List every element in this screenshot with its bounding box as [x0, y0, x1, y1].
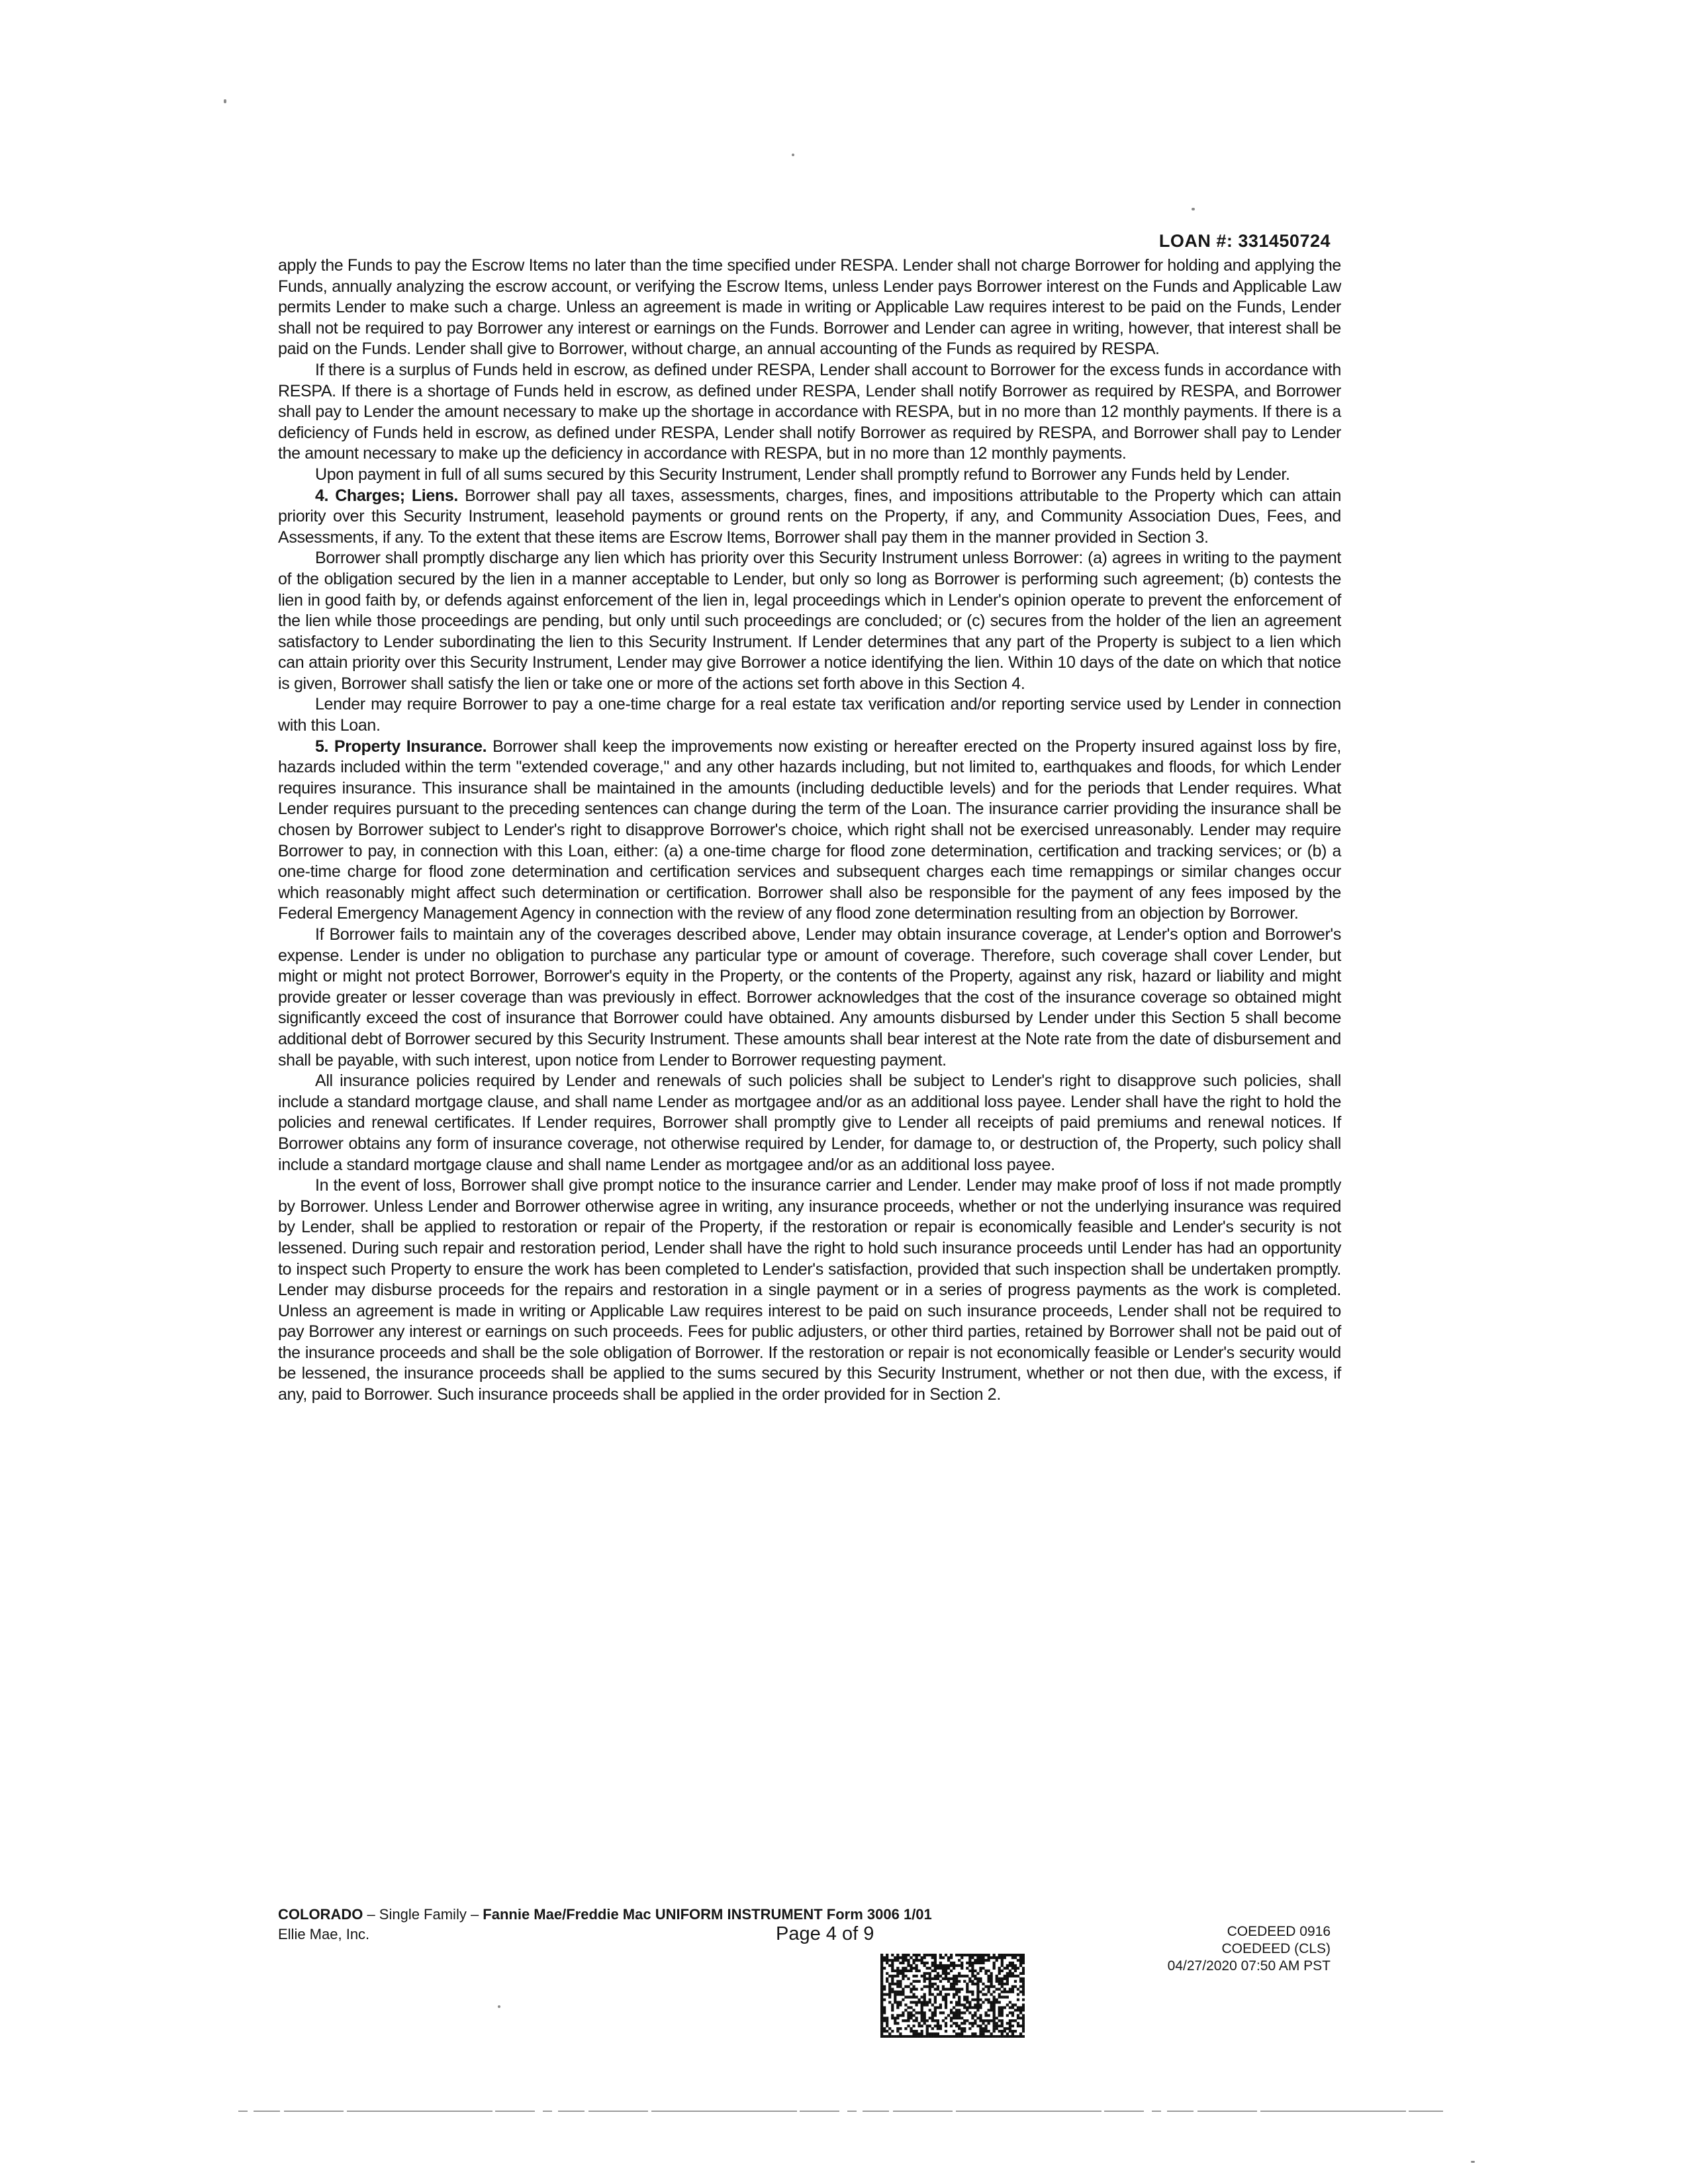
- paragraph-lien-discharge: Borrower shall promptly discharge any lien which has priority over this Security Instrument unless Borrower: (a) agrees in writing to the payment of the obligation secured by the lien in a manner acceptable to Lender, but only so long as Borrower is performing such agreement; (b) contests the lien in good faith by, or defends against enforcement of the lien in, legal proceedings which in Lender's opinion operate to prevent the enforcement of the lien while those proceedings are pending, but only until such proceedings are concluded; or (c) secures from the holder of the lien an agreement satisfactory to Lender subordinating the lien to this Security Instrument. If Lender determines that any part of the Property is subject to a lien which can attain priority over this Security Instrument, Lender may give Borrower a notice identifying the lien. Within 10 days of the date on which that notice is given, Borrower shall satisfy the lien or take one or more of the actions set forth above in this Section 4.: [278, 549, 1341, 693]
- paragraph-section-5: 5. Property Insurance. Borrower shall keep the improvements now existing or hereafter erected on the Property insured against loss by fire, hazards included within the term "extended coverage," and any other hazards including, but not limited to, earthquakes and floods, for which Lender requires insurance. This insurance shall be maintained in the amounts (including deductible levels) and for the periods that Lender requires. What Lender requires pursuant to the preceding sentences can change during the term of the Loan. The insurance carrier providing the insurance shall be chosen by Borrower subject to Lender's right to disapprove Borrower's choice, which right shall not be exercised unreasonably. Lender may require Borrower to pay, in connection with this Loan, either: (a) a one-time charge for flood zone determination, certification and tracking services; or (b) a one-time charge for flood zone determination and certification services and subsequent charges each time remappings or similar changes occur which reasonably might affect such determination or certification. Borrower shall also be responsible for the payment of any fees imposed by the Federal Emergency Management Agency in connection with the review of any flood zone determination resulting from an objection by Borrower.: [278, 737, 1341, 923]
- paragraph-refund: Upon payment in full of all sums secured by this Security Instrument, Lender shall promptly refund to Borrower any Funds held by Lender.: [315, 465, 1290, 484]
- section-5-heading: 5. Property Insurance.: [315, 737, 487, 756]
- section-4-heading: 4. Charges; Liens.: [315, 486, 458, 505]
- scan-speck: [1192, 208, 1195, 210]
- 2d-barcode-icon: [880, 1954, 1025, 2038]
- document-body: [278, 255, 1341, 1406]
- footer-company: Ellie Mae, Inc.: [278, 1926, 370, 1942]
- footer-form-desc: – Single Family –: [363, 1906, 483, 1923]
- footer-product: Fannie Mae/Freddie Mac UNIFORM INSTRUMENT Form 3006 1/01: [483, 1906, 932, 1923]
- paragraph-event-of-loss: In the event of loss, Borrower shall give prompt notice to the insurance carrier and Lender. Lender may make proof of loss if not made promptly by Borrower. Unless Lender and Borrower otherwise agree in writing, any insurance proceeds, whether or not the underlying insurance was required by Lender, shall be applied to restoration or repair of the Property, if the restoration or repair is economically feasible and Lender's security is not lessened. During such repair and restoration period, Lender shall have the right to hold such insurance proceeds until Lender has had an opportunity to inspect such Property to ensure the work has been completed to Lender's satisfaction, provided that such inspection shall be undertaken promptly. Lender may disburse proceeds for the repairs and restoration in a single payment or in a series of progress payments as the work is completed. Unless an agreement is made in writing or Applicable Law requires interest to be paid on such insurance proceeds, Lender shall not be required to pay Borrower any interest or earnings on such proceeds. Fees for public adjusters, or other third parties, retained by Borrower shall not be paid out of the insurance proceeds and shall be the sole obligation of Borrower. If the restoration or repair is not economically feasible or Lender's security would be lessened, the insurance proceeds shall be applied to the sums secured by this Security Instrument, whether or not then due, with the excess, if any, paid to Borrower. Such insurance proceeds shall be applied in the order provided for in Section 2.: [278, 1176, 1341, 1404]
- footer-timestamp: 04/27/2020 07:50 AM PST: [1167, 1958, 1331, 1974]
- loan-number: LOAN #: 331450724: [1158, 231, 1331, 251]
- paragraph-tax-verification: Lender may require Borrower to pay a one-time charge for a real estate tax verification and/or reporting service used by Lender in connection with this Loan.: [278, 695, 1341, 735]
- scan-edge-line: [238, 2109, 1443, 2113]
- scan-speck: [1471, 2161, 1475, 2163]
- footer-state: COLORADO: [278, 1906, 363, 1923]
- footer-code-2: COEDEED (CLS): [1221, 1941, 1331, 1956]
- paragraph-escrow-funds: apply the Funds to pay the Escrow Items no later than the time specified under RESPA. Lender shall not charge Borrower for holding and applying the Funds, annually analyzing the escrow account, or verifying the Escrow Items, unless Lender pays Borrower interest on the Funds and Applicable Law permits Lender to make such a charge. Unless an agreement is made in writing or Applicable Law requires interest to be paid on the Funds, Lender shall not be required to pay Borrower any interest or earnings on the Funds. Borrower and Lender can agree in writing, however, that interest shall be paid on the Funds. Lender shall give to Borrower, without charge, an annual accounting of the Funds as required by RESPA.: [278, 256, 1341, 359]
- footer-code-1: COEDEED 0916: [1227, 1924, 1331, 1939]
- paragraph-section-4: 4. Charges; Liens. Borrower shall pay all taxes, assessments, charges, fines, and impositions attributable to the Property which can attain priority over this Security Instrument, leasehold payments or ground rents on the Property, if any, and Community Association Dues, Fees, and Assessments, if any. To the extent that these items are Escrow Items, Borrower shall pay them in the manner provided in Section 3.: [278, 486, 1341, 547]
- scan-speck: [498, 2005, 500, 2008]
- paragraph-insurance-policies: All insurance policies required by Lender and renewals of such policies shall be subject to Lender's right to disapprove such policies, shall include a standard mortgage clause, and shall name Lender as mortgagee and/or as an additional loss payee. Lender shall have the right to hold the policies and renewal certificates. If Lender requires, Borrower shall promptly give to Lender all receipts of paid premiums and renewal notices. If Borrower obtains any form of insurance coverage, not otherwise required by Lender, for damage to, or destruction of, the Property, such policy shall include a standard mortgage clause and shall name Lender as mortgagee and/or as an additional loss payee.: [278, 1071, 1341, 1174]
- footer-codes: [1168, 1923, 1331, 1975]
- footer-form-line: [278, 1906, 932, 1923]
- scan-speck: [224, 99, 226, 103]
- scan-speck: [792, 154, 794, 156]
- paragraph-escrow-surplus: If there is a surplus of Funds held in escrow, as defined under RESPA, Lender shall account to Borrower for the excess funds in accordance with RESPA. If there is a shortage of Funds held in escrow, as defined under RESPA, Lender shall notify Borrower as required by RESPA, and Borrower shall pay to Lender the amount necessary to make up the shortage in accordance with RESPA, but in no more than 12 monthly payments. If there is a deficiency of Funds held in escrow, as defined under RESPA, Lender shall notify Borrower as required by RESPA, and Borrower shall pay to Lender the amount necessary to make up the deficiency in accordance with RESPA, but in no more than 12 monthly payments.: [278, 360, 1341, 463]
- page-number: Page 4 of 9: [776, 1923, 874, 1944]
- paragraph-coverage-failure: If Borrower fails to maintain any of the coverages described above, Lender may obtain insurance coverage, at Lender's option and Borrower's expense. Lender is under no obligation to purchase any particular type or amount of coverage. Therefore, such coverage shall cover Lender, but might or might not protect Borrower, Borrower's equity in the Property, or the contents of the Property, against any risk, hazard or liability and might provide greater or lesser coverage than was previously in effect. Borrower acknowledges that the cost of the insurance coverage so obtained might significantly exceed the cost of insurance that Borrower could have obtained. Any amounts disbursed by Lender under this Section 5 shall become additional debt of Borrower secured by this Security Instrument. These amounts shall bear interest at the Note rate from the date of disbursement and shall be payable, with such interest, upon notice from Lender to Borrower requesting payment.: [278, 925, 1341, 1069]
